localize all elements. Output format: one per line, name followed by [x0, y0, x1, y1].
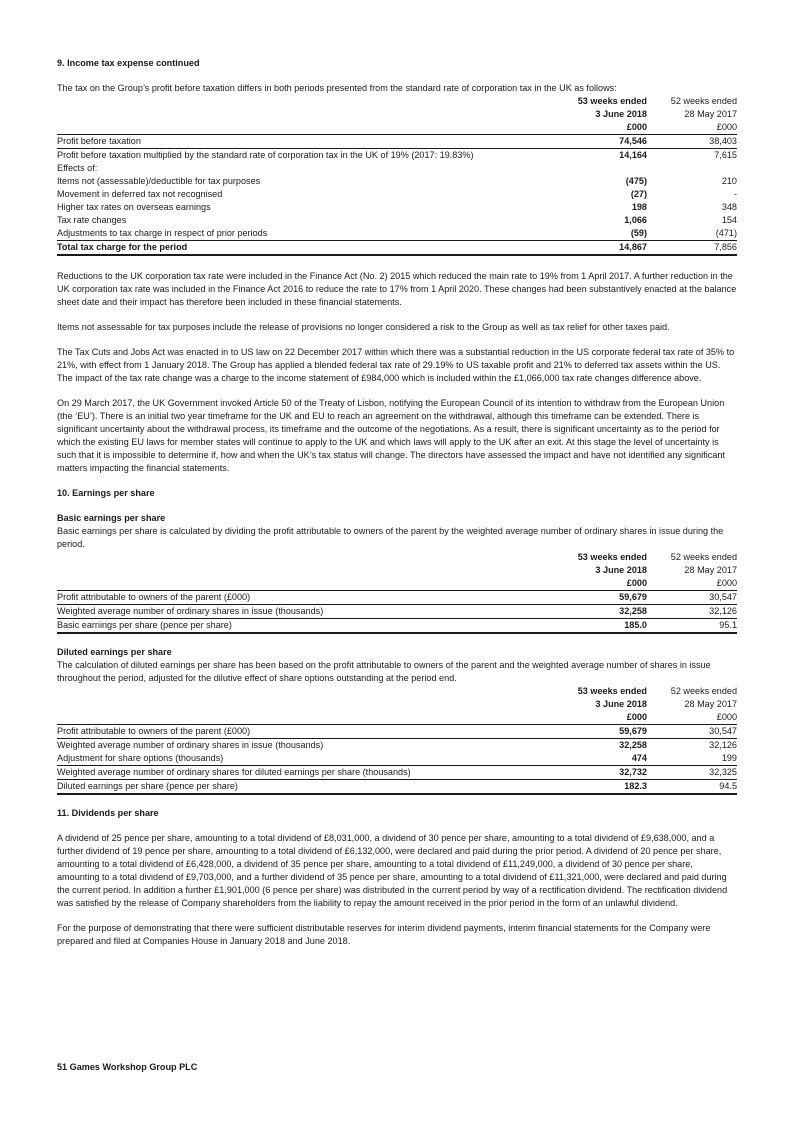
note-10-heading: 10. Earnings per share: [57, 488, 155, 498]
diluted-eps-table: [57, 685, 737, 795]
row-current-value: 185.0: [573, 619, 649, 634]
table-row: [57, 780, 737, 795]
row-label: Total tax charge for the period: [57, 241, 573, 256]
row-current-value: 198: [631, 202, 647, 212]
table-row: [57, 591, 737, 605]
row-prior-value: 210: [721, 176, 737, 186]
row-current-value: 14,867: [573, 241, 649, 256]
col-prior-date: 28 May 2017: [684, 109, 737, 119]
page-footer: 51 Games Workshop Group PLC: [57, 1062, 198, 1072]
basic-eps-intro: Basic earnings per share is calculated by dividing the profit attributable to owners of the parent by the weighted average number of ordinary shares in issue during the period.: [57, 526, 724, 549]
row-label: Adjustment for share options (thousands): [57, 752, 573, 766]
table-row: [57, 605, 737, 619]
row-prior-value: 95.1: [649, 619, 737, 634]
table-row: [57, 135, 737, 149]
row-label: Profit before taxation: [57, 135, 573, 149]
row-prior-value: 7,615: [714, 150, 737, 160]
table-row: [57, 162, 737, 175]
row-current-value: [573, 162, 649, 175]
row-prior-value: 154: [721, 215, 737, 225]
row-current-value: 182.3: [573, 780, 649, 795]
table-row: [57, 752, 737, 766]
col-prior-date: 28 May 2017: [684, 699, 737, 709]
note-9-paragraph: Reductions to the UK corporation tax rate were included in the Finance Act (No. 2) 2015 which reduced the main rate to 19% from 1 April 2017. A further reduction in the UK corporation tax rate was included in the Finance Act 2016 to reduce the rate to 17% from 1 April 2020. These changes had been substantively enacted at the balance sheet date and their impact has therefore been included in these financial statements.: [57, 271, 737, 307]
diluted-eps-intro: The calculation of diluted earnings per share has been based on the profit attributable to owners of the parent and the weighted average number of shares in issue throughout the period, adjusted for the dilutive effect of share options outstanding at the period end.: [57, 660, 711, 683]
basic-eps-subheading: Basic earnings per share: [57, 513, 166, 523]
row-prior-value: -: [733, 189, 737, 199]
note-11-paragraph: For the purpose of demonstrating that there were sufficient distributable reserves for interim dividend payments, interim financial statements for the Company were prepared and filed at Companies House in January 2018 and June 2018.: [57, 923, 711, 946]
row-label: Weighted average number of ordinary shares in issue (thousands): [57, 740, 324, 750]
row-label: Tax rate changes: [57, 215, 127, 225]
document-page: [57, 57, 737, 948]
row-current-value: 59,679: [573, 725, 649, 739]
note-9-intro: The tax on the Group’s profit before taxation differs in both periods presented from the standard rate of corporation tax in the UK as follows:: [57, 83, 617, 93]
row-label: Profit attributable to owners of the parent (£000): [57, 591, 573, 605]
note-11-heading: 11. Dividends per share: [57, 808, 159, 818]
row-prior-value: 32,325: [649, 766, 737, 780]
row-label: Profit attributable to owners of the parent (£000): [57, 725, 573, 739]
note-11-paragraph: A dividend of 25 pence per share, amounting to a total dividend of £8,031,000, a dividend of 30 pence per share, amounting to a total dividend of £9,638,000, and a further dividend of 19 pence per share, amounting to a total dividend of £6,132,000, were declared and paid during the prior period. A dividend of 20 pence per share, amounting to a total dividend of £6,428,000, a dividend of 35 pence per share, amounting to a total dividend of £11,249,000, a dividend of 30 pence per share, amounting to a total dividend of £9,703,000, and a further dividend of 35 pence per share, amounting to a total dividend of £11,321,000, were declared and paid during the current period. In addition a further £1,901,000 (6 pence per share) was distributed in the current period by way of a rectification dividend. The rectification dividend was satisfied by the release of Company shareholders from the liability to repay the amount received in the prior period in the form of an unlawful dividend.: [57, 833, 728, 908]
row-current-value: 32,258: [573, 605, 649, 619]
row-current-value: 32,732: [573, 766, 649, 780]
row-current-value: (27): [630, 189, 647, 199]
table-row: [57, 175, 737, 188]
row-prior-value: (471): [649, 227, 737, 241]
row-label: Basic earnings per share (pence per share): [57, 619, 573, 634]
note-9-paragraph: Items not assessable for tax purposes include the release of provisions no longer considered a risk to the Group as well as tax relief for other taxes paid.: [57, 322, 670, 332]
row-current-value: 474: [573, 752, 649, 766]
note-9-heading: 9. Income tax expense continued: [57, 58, 200, 68]
row-current-value: 14,164: [619, 150, 647, 160]
row-prior-value: 32,126: [649, 605, 737, 619]
table-row: [57, 149, 737, 163]
table-row: [57, 725, 737, 739]
row-label: Diluted earnings per share (pence per share): [57, 780, 573, 795]
table-row: [57, 739, 737, 753]
row-prior-value: [649, 162, 737, 175]
row-label: Adjustments to tax charge in respect of prior periods: [57, 227, 573, 241]
table-row: [57, 619, 737, 634]
row-label: Higher tax rates on overseas earnings: [57, 202, 211, 212]
tax-reconciliation-table: [57, 95, 737, 256]
col-current-date: 3 June 2018: [595, 699, 647, 709]
col-current-header: 53 weeks ended: [577, 552, 647, 562]
row-label: Profit before taxation multiplied by the standard rate of corporation tax in the UK of 19% (2017: 19.83%): [57, 150, 474, 160]
row-prior-value: 32,126: [709, 740, 737, 750]
col-prior-header: 52 weeks ended: [670, 552, 737, 562]
row-label: Effects of:: [57, 163, 98, 173]
row-prior-value: 38,403: [649, 135, 737, 149]
row-current-value: (475): [625, 176, 647, 186]
col-prior-date: 28 May 2017: [684, 565, 737, 575]
col-prior-unit: £000: [649, 121, 737, 135]
col-prior-header: 52 weeks ended: [670, 686, 737, 696]
row-prior-value: 30,547: [649, 591, 737, 605]
row-current-value: 74,546: [573, 135, 649, 149]
row-prior-value: 199: [649, 752, 737, 766]
diluted-eps-subheading: Diluted earnings per share: [57, 647, 172, 657]
col-current-header: 53 weeks ended: [577, 96, 647, 106]
col-prior-unit: £000: [649, 711, 737, 725]
col-current-header: 53 weeks ended: [577, 686, 647, 696]
col-current-unit: £000: [573, 121, 649, 135]
row-label: Weighted average number of ordinary shares for diluted earnings per share (thousands): [57, 766, 573, 780]
col-current-unit: £000: [573, 577, 649, 591]
total-row: [57, 241, 737, 256]
col-current-date: 3 June 2018: [595, 109, 647, 119]
row-prior-value: 94.5: [649, 780, 737, 795]
row-label: Items not (assessable)/deductible for tax purposes: [57, 176, 261, 186]
row-prior-value: 7,856: [649, 241, 737, 256]
table-row: [57, 227, 737, 241]
table-row: [57, 766, 737, 780]
row-label: Weighted average number of ordinary shares in issue (thousands): [57, 605, 573, 619]
note-9-paragraph: The Tax Cuts and Jobs Act was enacted in to US law on 22 December 2017 within which there was a substantial reduction in the US corporate federal tax rate of 35% to 21%, with effect from 1 January 2018. The Group has applied a blended federal tax rate of 29.19% to US taxable profit and 21% to deferred tax assets within the US. The impact of the tax rate change was a charge to the income statement of £984,000 which is included within the £1,066,000 tax rate changes difference above.: [57, 347, 735, 383]
row-prior-value: 30,547: [649, 725, 737, 739]
row-current-value: 59,679: [573, 591, 649, 605]
row-current-value: 32,258: [619, 740, 647, 750]
table-row: [57, 188, 737, 201]
note-9-paragraph: On 29 March 2017, the UK Government invoked Article 50 of the Treaty of Lisbon, notifying the European Council of its intention to withdraw from the European Union (the ‘EU’). There is an initial two year timeframe for the UK and EU to reach an agreement on the withdrawal, although this timeframe can be extended. There is significant uncertainty about the withdrawal process, its timeframe and the outcome of the negotiations. As a result, there is significant uncertainty as to the period for which the existing EU laws for member states will continue to apply to the UK and which laws will apply to the UK after an exit. At this stage the level of uncertainty is such that it is impossible to determine if, how and when the UK’s tax status will change. The directors have assessed the impact and have not identified any significant matters impacting the financial statements.: [57, 398, 725, 473]
row-current-value: (59): [573, 227, 649, 241]
col-prior-header: 52 weeks ended: [670, 96, 737, 106]
basic-eps-table: [57, 551, 737, 634]
col-prior-unit: £000: [649, 577, 737, 591]
col-current-unit: £000: [573, 711, 649, 725]
row-current-value: 1,066: [624, 215, 647, 225]
table-row: [57, 201, 737, 214]
col-current-date: 3 June 2018: [595, 565, 647, 575]
row-prior-value: 348: [721, 202, 737, 212]
table-row: [57, 214, 737, 227]
row-label: Movement in deferred tax not recognised: [57, 189, 223, 199]
